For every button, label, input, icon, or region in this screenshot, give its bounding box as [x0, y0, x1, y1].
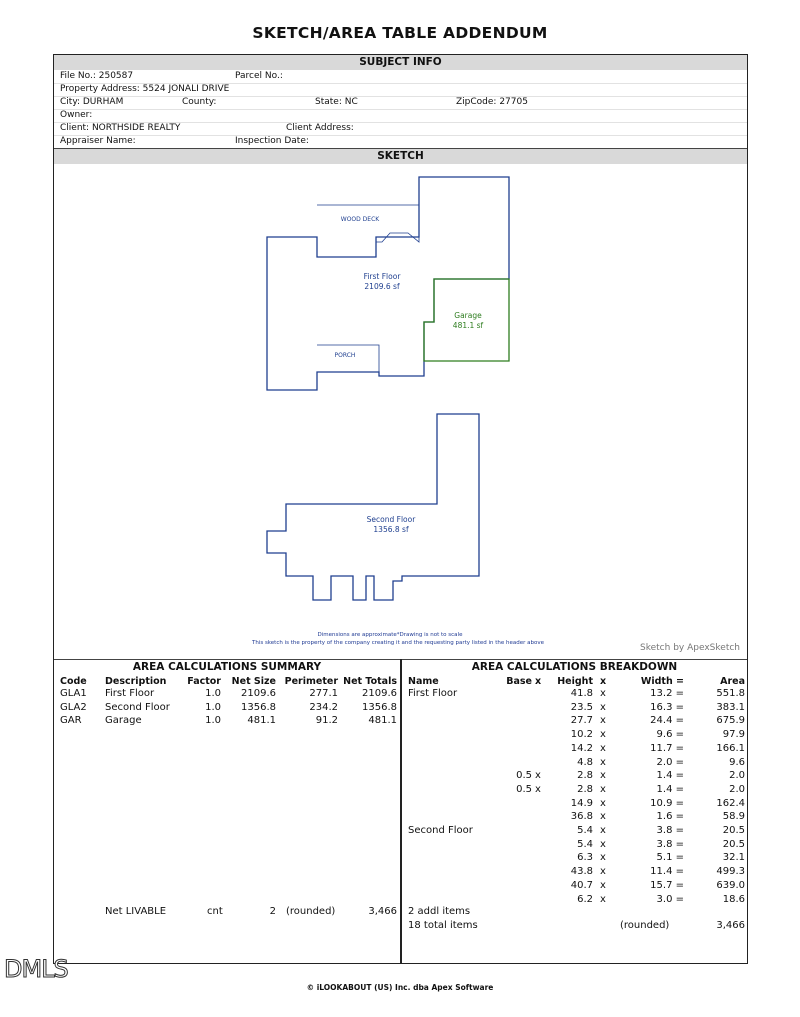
- breakdown-col-width: Width =: [640, 676, 684, 687]
- subject-row-owner: [54, 109, 747, 123]
- breakdown-area-cell: 20.5: [722, 838, 745, 850]
- summary-factor-cell: 1.0: [205, 688, 221, 699]
- footer-copyright: © iLOOKABOUT (US) Inc. dba Apex Software: [306, 983, 494, 992]
- breakdown-bx-cell: x: [535, 770, 541, 782]
- breakdown-x-cell: x: [600, 893, 606, 905]
- city: City: DURHAM: [60, 97, 124, 107]
- summary-col-net-totals: Net Totals: [343, 676, 397, 687]
- breakdown-col-x2: x: [600, 676, 607, 687]
- subject-row-client: [54, 122, 747, 136]
- breakdown-area-cell: 32.1: [722, 852, 745, 864]
- breakdown-col-name: Name: [408, 676, 439, 687]
- breakdown-height-cell: 4.8: [577, 756, 593, 768]
- client: Client: NORTHSIDE REALTY: [60, 123, 181, 133]
- summary-perimeter-cell: 277.1: [309, 688, 338, 699]
- floor-plan-sketch: [54, 165, 747, 659]
- summary-code-cell: GAR: [60, 715, 82, 727]
- zip-code: ZipCode: 27705: [456, 97, 528, 107]
- breakdown-area-cell: 58.9: [722, 811, 745, 823]
- property-address: Property Address: 5524 JONALI DRIVE: [60, 84, 230, 94]
- garage-area: 481.1 sf: [452, 321, 484, 330]
- porch-label: PORCH: [334, 352, 356, 359]
- breakdown-area-cell: 20.5: [722, 825, 745, 836]
- breakdown-width-cell: 11.4 =: [650, 866, 684, 878]
- breakdown-x-cell: x: [600, 811, 606, 823]
- breakdown-width-cell: 3.8 =: [656, 825, 684, 836]
- summary-col-net-size: Net Size: [231, 676, 276, 687]
- document-title: SKETCH/AREA TABLE ADDENDUM: [252, 24, 548, 42]
- dmls-watermark: DMLS: [4, 955, 68, 983]
- breakdown-width-cell: 3.0 =: [656, 893, 684, 905]
- breakdown-area-cell: 499.3: [716, 866, 745, 878]
- subject-row-appraiser: [54, 135, 747, 149]
- summary-net-size-cell: 481.1: [247, 715, 276, 727]
- breakdown-area-cell: 551.8: [716, 688, 745, 699]
- breakdown-width-cell: 1.4 =: [656, 770, 684, 782]
- breakdown-height-cell: 5.4: [577, 825, 593, 836]
- breakdown-area-cell: 639.0: [716, 879, 745, 891]
- summary-code-cell: GLA2: [60, 701, 87, 713]
- breakdown-x-cell: x: [600, 742, 606, 754]
- breakdown-name-cell: Second Floor: [408, 825, 473, 836]
- breakdown-area-cell: 9.6: [729, 756, 745, 768]
- breakdown-area-cell: 18.6: [722, 893, 745, 905]
- first-floor-area: 2109.6 sf: [364, 282, 400, 291]
- breakdown-width-cell: 1.6 =: [656, 811, 684, 823]
- breakdown-width-cell: 2.0 =: [656, 756, 684, 768]
- summary-perimeter-cell: 91.2: [315, 715, 338, 727]
- net-livable-total: 3,466: [368, 906, 397, 917]
- breakdown-width-cell: 13.2 =: [650, 688, 684, 699]
- summary-col-code: Code: [60, 676, 87, 687]
- summary-description-cell: Second Floor: [105, 701, 170, 713]
- sketch-note-2: This sketch is the property of the company creating it and the requesting party listed in the header above: [251, 640, 545, 646]
- second-floor-area: 1356.8 sf: [373, 525, 409, 534]
- addendum-frame: [53, 54, 748, 964]
- subject-row-address: [54, 83, 747, 97]
- sketch-credit: Sketch by ApexSketch: [640, 643, 740, 653]
- breakdown-width-cell: 10.9 =: [650, 797, 684, 809]
- breakdown-x-cell: x: [600, 715, 606, 727]
- summary-factor-cell: 1.0: [205, 701, 221, 713]
- breakdown-area-cell: 162.4: [716, 797, 745, 809]
- garage-outline: [424, 279, 509, 361]
- breakdown-x-cell: x: [600, 838, 606, 850]
- breakdown-height-cell: 2.8: [577, 783, 593, 795]
- breakdown-x-cell: x: [600, 688, 606, 699]
- appraiser-name: Appraiser Name:: [60, 136, 136, 146]
- subject-row-file: [54, 70, 747, 84]
- file-no: File No.: 250587: [60, 71, 134, 81]
- summary-col-description: Description: [105, 676, 167, 687]
- first-floor-label: First Floor: [363, 272, 401, 281]
- breakdown-height-cell: 6.3: [577, 852, 593, 864]
- breakdown-x-cell: x: [600, 797, 606, 809]
- garage-label: Garage: [454, 311, 482, 320]
- summary-description-cell: Garage: [105, 715, 142, 727]
- parcel-no: Parcel No.:: [235, 71, 283, 81]
- summary-net-totals-cell: 481.1: [368, 715, 397, 727]
- breakdown-height-cell: 40.7: [570, 879, 593, 891]
- breakdown-x-cell: x: [600, 701, 606, 713]
- net-livable-label: Net LIVABLE: [105, 906, 167, 917]
- summary-net-totals-cell: 2109.6: [362, 688, 397, 699]
- breakdown-x-cell: x: [600, 852, 606, 864]
- breakdown-area-cell: 675.9: [716, 715, 745, 727]
- breakdown-x-cell: x: [600, 879, 606, 891]
- breakdown-width-cell: 3.8 =: [656, 838, 684, 850]
- breakdown-height-cell: 14.9: [570, 797, 593, 809]
- breakdown-col-area: Area: [720, 676, 745, 687]
- breakdown-x-cell: x: [600, 866, 606, 878]
- breakdown-height-cell: 10.2: [570, 729, 593, 741]
- breakdown-x-cell: x: [600, 729, 606, 741]
- breakdown-x-cell: x: [600, 825, 606, 836]
- sketch-area: [54, 165, 747, 659]
- summary-header: AREA CALCULATIONS SUMMARY: [132, 661, 322, 673]
- owner: Owner:: [60, 110, 93, 120]
- breakdown-base-cell: 0.5: [516, 770, 532, 782]
- summary-perimeter-cell: 234.2: [309, 701, 338, 713]
- summary-factor-cell: 1.0: [205, 715, 221, 727]
- breakdown-height-cell: 23.5: [570, 701, 593, 713]
- net-livable-count: 2: [269, 906, 276, 917]
- breakdown-height-cell: 41.8: [570, 688, 593, 699]
- inspection-date: Inspection Date:: [235, 136, 309, 146]
- breakdown-width-cell: 11.7 =: [650, 742, 684, 754]
- breakdown-col-height: Height: [557, 676, 593, 687]
- subject-info-header: SUBJECT INFO: [54, 55, 747, 70]
- breakdown-col-base: Base: [506, 676, 532, 687]
- summary-net-size-cell: 1356.8: [241, 701, 276, 713]
- subject-row-city: [54, 96, 747, 110]
- summary-net-size-cell: 2109.6: [241, 688, 276, 699]
- breakdown-width-cell: 16.3 =: [650, 701, 684, 713]
- breakdown-area-cell: 166.1: [716, 742, 745, 754]
- breakdown-height-cell: 2.8: [577, 770, 593, 782]
- second-floor-outline: [267, 414, 479, 600]
- breakdown-x-cell: x: [600, 756, 606, 768]
- breakdown-height-cell: 5.4: [577, 838, 593, 850]
- breakdown-name-cell: First Floor: [408, 688, 458, 699]
- breakdown-height-cell: 36.8: [570, 811, 593, 823]
- breakdown-width-cell: 9.6 =: [656, 729, 684, 741]
- second-floor-label: Second Floor: [366, 515, 416, 524]
- breakdown-height-cell: 27.7: [570, 715, 593, 727]
- breakdown-total: 3,466: [716, 919, 745, 931]
- breakdown-col-x1: x: [535, 676, 542, 687]
- breakdown-area-cell: 2.0: [729, 783, 745, 795]
- net-livable-unit: cnt: [207, 906, 223, 917]
- breakdown-area-cell: 97.9: [722, 729, 745, 741]
- summary-code-cell: GLA1: [60, 688, 87, 699]
- wood-deck-label: WOOD DECK: [340, 216, 380, 223]
- breakdown-total-items: 18 total items: [408, 919, 478, 931]
- breakdown-width-cell: 24.4 =: [650, 715, 684, 727]
- wood-deck-outline: [317, 205, 419, 257]
- breakdown-addl-items: 2 addl items: [408, 906, 471, 917]
- breakdown-x-cell: x: [600, 770, 606, 782]
- state: State: NC: [315, 97, 358, 107]
- breakdown-base-cell: 0.5: [516, 783, 532, 795]
- breakdown-height-cell: 43.8: [570, 866, 593, 878]
- breakdown-height-cell: 14.2: [570, 742, 593, 754]
- summary-description-cell: First Floor: [105, 688, 155, 699]
- breakdown-area-cell: 2.0: [729, 770, 745, 782]
- net-livable-rounded: (rounded): [286, 906, 336, 917]
- breakdown-header: AREA CALCULATIONS BREAKDOWN: [471, 661, 678, 673]
- breakdown-height-cell: 6.2: [577, 893, 593, 905]
- client-address: Client Address:: [286, 123, 354, 133]
- breakdown-area-cell: 383.1: [716, 701, 745, 713]
- summary-col-factor: Factor: [187, 676, 221, 687]
- sketch-header: SKETCH: [54, 149, 747, 164]
- breakdown-x-cell: x: [600, 783, 606, 795]
- breakdown-bx-cell: x: [535, 783, 541, 795]
- breakdown-width-cell: 5.1 =: [656, 852, 684, 864]
- sketch-note-1: Dimensions are approximate*Drawing is not to scale: [317, 632, 463, 638]
- summary-net-totals-cell: 1356.8: [362, 701, 397, 713]
- breakdown-rounded: (rounded): [620, 919, 670, 931]
- breakdown-width-cell: 1.4 =: [656, 783, 684, 795]
- breakdown-width-cell: 15.7 =: [650, 879, 684, 891]
- summary-col-perimeter: Perimeter: [284, 676, 338, 687]
- county: County:: [182, 97, 217, 107]
